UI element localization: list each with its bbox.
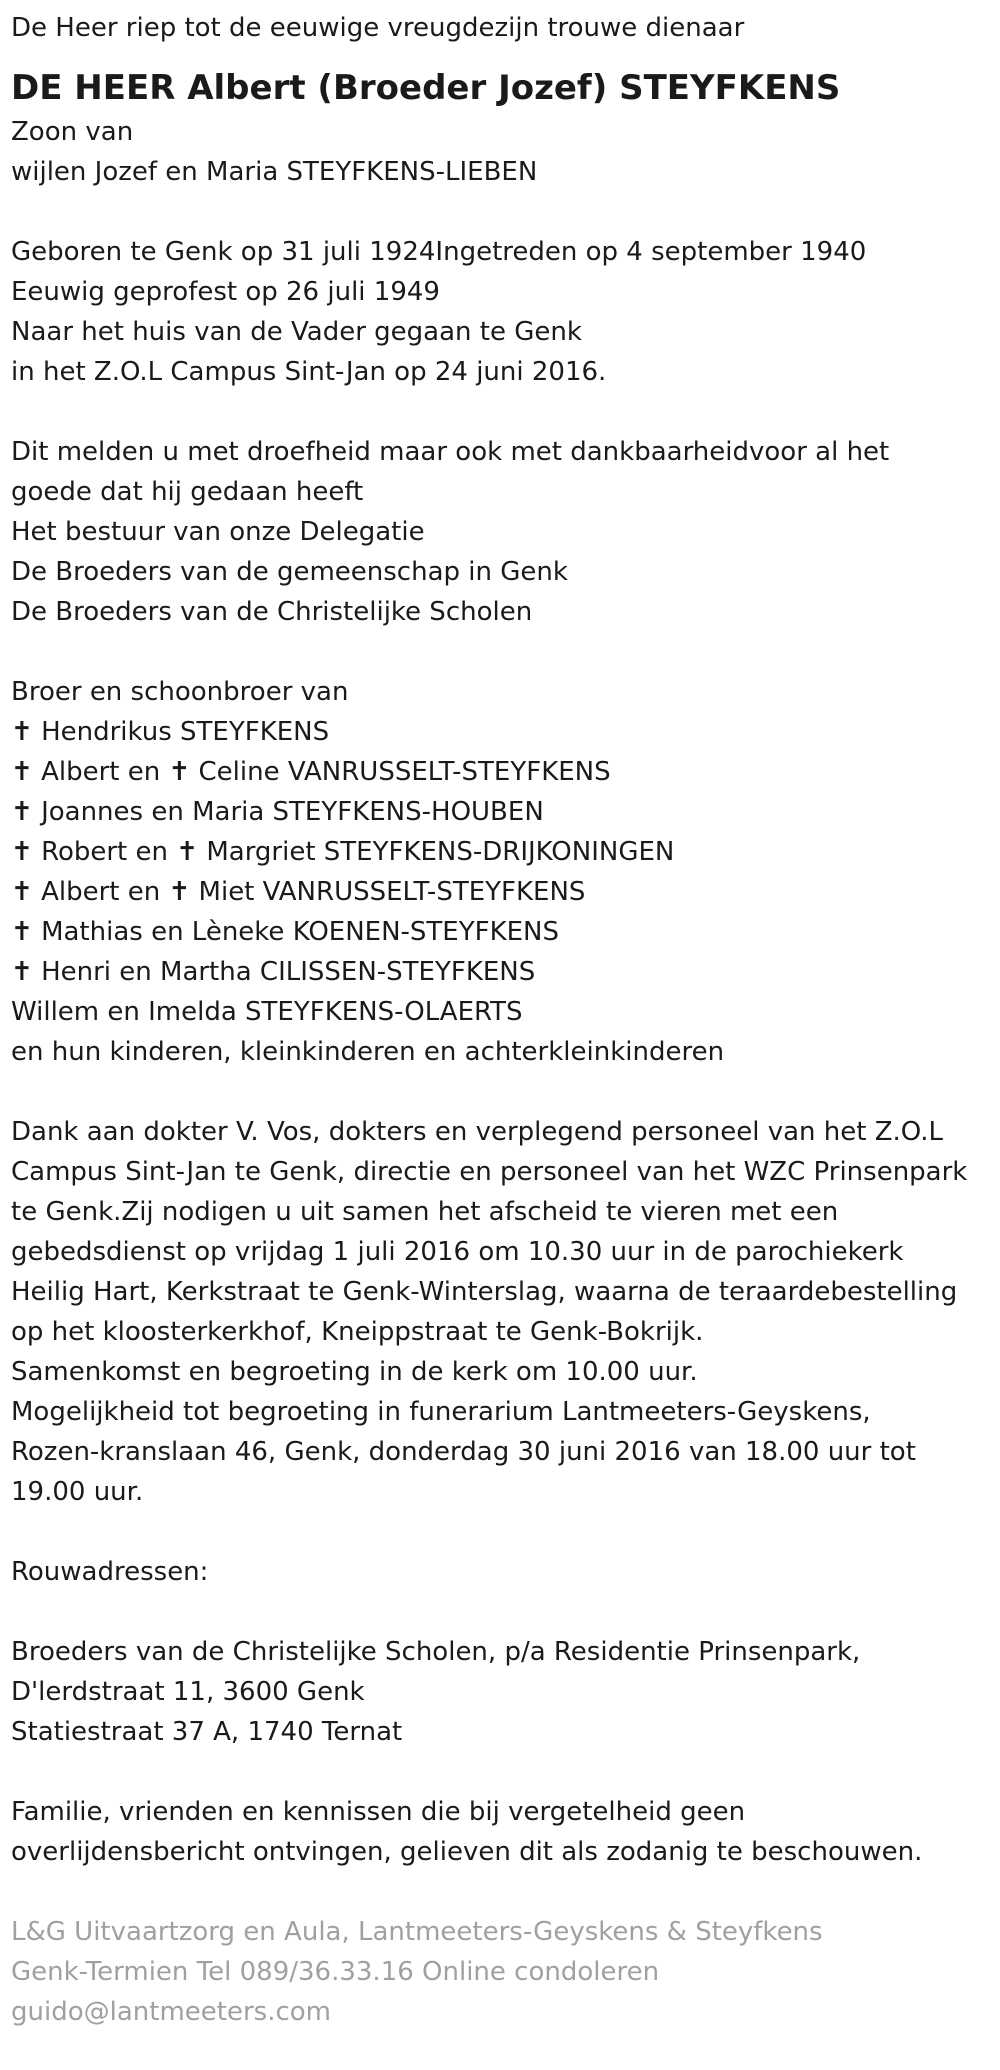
cross-icon: ✝ [11, 837, 33, 867]
family-member [11, 1032, 1000, 1072]
address-line: Statiestraat 37 A, 1740 Ternat [11, 1717, 403, 1747]
footer-email: guido@lantmeeters.com [11, 1997, 331, 2027]
cross-icon: ✝ [11, 757, 33, 787]
parents: wijlen Jozef en Maria STEYFKENS-LIEBEN [11, 157, 538, 187]
family-member-text: Mathias en Lèneke KOENEN-STEYFKENS [41, 917, 560, 947]
address-line: D'lerdstraat 11, 3600 Genk [11, 1677, 365, 1707]
family-member-text: Hendrikus STEYFKENS [41, 717, 330, 747]
life-events-block [11, 232, 1000, 392]
notice-block [11, 1792, 1000, 1872]
death-place-line: in het Z.O.L Campus Sint-Jan op 24 juni 2016. [11, 357, 607, 387]
son-of-block [11, 112, 1000, 192]
family-member-text: Henri en Martha CILISSEN-STEYFKENS [41, 957, 536, 987]
family-member-text: Margriet STEYFKENS-DRIJKONINGEN [206, 837, 675, 867]
family-member-text: en hun kinderen, kleinkinderen en achterkleinkinderen [11, 1037, 725, 1067]
family-member [11, 992, 1000, 1032]
thanks-block [11, 1112, 1000, 1512]
thanks-line: op het kloosterkerkhof, Kneippstraat te Genk-Bokrijk. [11, 1317, 704, 1347]
cross-icon: ✝ [11, 717, 33, 747]
announce-line: De Broeders van de Christelijke Scholen [11, 597, 533, 627]
thanks-line: Rozen-kranslaan 46, Genk, donderdag 30 juni 2016 van 18.00 uur tot [11, 1437, 916, 1467]
son-of-label: Zoon van [11, 117, 134, 147]
cross-icon: ✝ [11, 797, 33, 827]
family-member [11, 832, 1000, 872]
family-member-text: Joannes en Maria STEYFKENS-HOUBEN [41, 797, 544, 827]
cross-icon: ✝ [11, 917, 33, 947]
thanks-line: gebedsdienst op vrijdag 1 juli 2016 om 10.30 uur in de parochiekerk [11, 1237, 904, 1267]
cross-icon: ✝ [168, 877, 191, 907]
family-member-text: Celine VANRUSSELT-STEYFKENS [198, 757, 611, 787]
footer-line: Genk-Termien Tel 089/36.33.16 Online condoleren [11, 1957, 660, 1987]
announcement-block [11, 432, 1000, 632]
family-member-text: Willem en Imelda STEYFKENS-OLAERTS [11, 997, 523, 1027]
family-member-text: Albert en [41, 877, 161, 907]
addresses-heading: Rouwadressen: [11, 1557, 209, 1587]
deceased-name: DE HEER Albert (Broeder Jozef) STEYFKENS [11, 68, 841, 108]
funeral-home-footer [11, 1912, 1000, 2032]
thanks-line: 19.00 uur. [11, 1477, 144, 1507]
addresses-block [11, 1632, 1000, 1752]
thanks-line: te Genk.Zij nodigen u uit samen het afscheid te vieren met een [11, 1197, 839, 1227]
family-member [11, 912, 1000, 952]
cross-icon: ✝ [168, 757, 191, 787]
announce-line: Dit melden u met droefheid maar ook met dankbaarheidvoor al het [11, 437, 890, 467]
footer-line: L&G Uitvaartzorg en Aula, Lantmeeters-Geyskens & Steyfkens [11, 1917, 823, 1947]
address-line: Broeders van de Christelijke Scholen, p/a Residentie Prinsenpark, [11, 1637, 861, 1667]
thanks-line: Campus Sint-Jan te Genk, directie en personeel van het WZC Prinsenpark [11, 1157, 968, 1187]
notice-line: overlijdensbericht ontvingen, gelieven dit als zodanig te beschouwen. [11, 1837, 923, 1867]
notice-line: Familie, vrienden en kennissen die bij vergetelheid geen [11, 1797, 746, 1827]
cross-icon: ✝ [176, 837, 199, 867]
announce-line: Het bestuur van onze Delegatie [11, 517, 425, 547]
family-member-text: Miet VANRUSSELT-STEYFKENS [198, 877, 586, 907]
cross-icon: ✝ [11, 877, 33, 907]
family-member-text: Robert en [41, 837, 168, 867]
intro-line: De Heer riep tot de eeuwige vreugdezijn trouwe dienaar [11, 13, 745, 43]
announce-line: De Broeders van de gemeenschap in Genk [11, 557, 568, 587]
family-member [11, 952, 1000, 992]
family-list [11, 712, 1000, 1072]
family-member [11, 792, 1000, 832]
cross-icon: ✝ [11, 957, 33, 987]
announce-line: goede dat hij gedaan heeft [11, 477, 364, 507]
death-line: Naar het huis van de Vader gegaan te Genk [11, 317, 582, 347]
profession-line: Eeuwig geprofest op 26 juli 1949 [11, 277, 440, 307]
birth-entry-line: Geboren te Genk op 31 juli 1924Ingetreden op 4 september 1940 [11, 237, 867, 267]
thanks-line: Heilig Hart, Kerkstraat te Genk-Winterslag, waarna de teraardebestelling [11, 1277, 958, 1307]
family-member [11, 872, 1000, 912]
family-member [11, 712, 1000, 752]
family-block [11, 672, 1000, 1072]
thanks-line: Dank aan dokter V. Vos, dokters en verplegend personeel van het Z.O.L [11, 1117, 943, 1147]
family-member-text: Albert en [41, 757, 161, 787]
thanks-line: Mogelijkheid tot begroeting in funerarium Lantmeeters-Geyskens, [11, 1397, 871, 1427]
thanks-line: Samenkomst en begroeting in de kerk om 10.00 uur. [11, 1357, 698, 1387]
family-member [11, 752, 1000, 792]
family-heading: Broer en schoonbroer van [11, 677, 349, 707]
